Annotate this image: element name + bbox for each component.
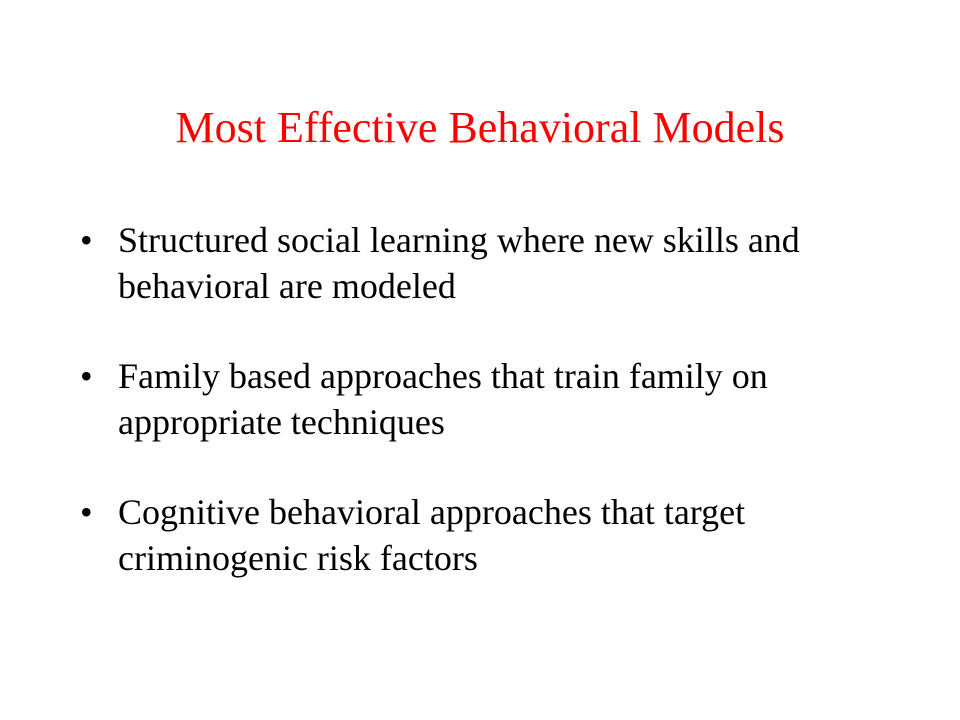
bullet-text: Family based approaches that train family on appropriate techniques [118,356,768,442]
bullet-list [80,217,880,581]
bullet-dot-icon: • [80,220,93,260]
bullet-item [80,489,880,581]
bullet-text: Cognitive behavioral approaches that target criminogenic risk factors [118,492,746,578]
bullet-dot-icon: • [80,356,93,396]
bullet-item [80,217,880,309]
slide-title: Most Effective Behavioral Models [175,103,785,152]
bullet-text: Structured social learning where new skills and behavioral are modeled [118,220,800,306]
bullet-item [80,353,880,445]
bullet-dot-icon: • [80,492,93,532]
